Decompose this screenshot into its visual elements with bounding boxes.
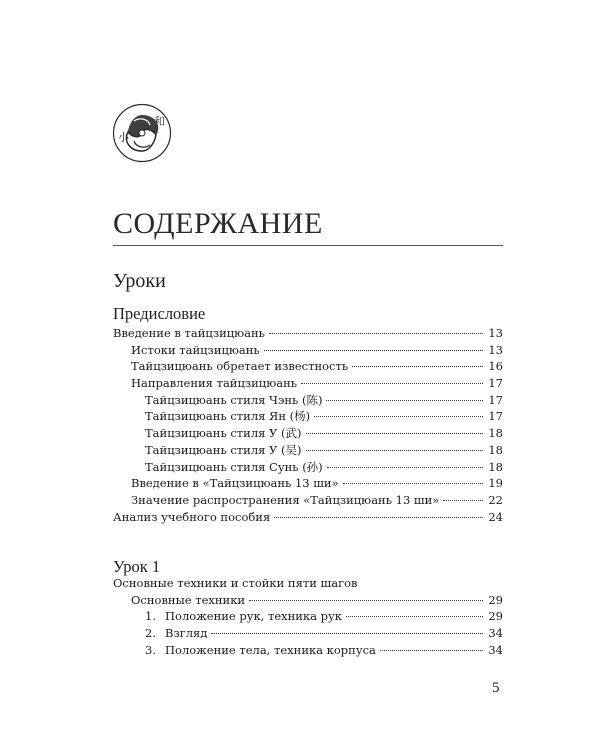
dot-leader [352, 366, 483, 367]
toc-entry[interactable] [113, 425, 503, 442]
toc-entry[interactable] [113, 325, 503, 342]
dot-leader [264, 350, 483, 351]
toc-entry-page: 34 [488, 642, 503, 657]
dot-leader [326, 400, 483, 401]
toc-entry-page: 29 [488, 592, 503, 607]
toc-entry[interactable] [113, 592, 503, 609]
toc-entry-page: 29 [488, 609, 503, 624]
toc-entry-page: 16 [488, 359, 503, 374]
toc-entry-label: Тайцзицюань стиля Чэнь (陈) [145, 392, 323, 407]
toc-entry[interactable] [113, 509, 503, 526]
dot-leader [306, 433, 484, 434]
preface-heading: Предисловие [113, 304, 206, 323]
toc-entry[interactable] [113, 625, 503, 642]
toc-entry-page: 17 [488, 392, 503, 407]
toc-entry-label: Положение рук, техника рук [165, 609, 342, 624]
title-divider [113, 245, 503, 246]
toc-entry-label: Значение распространения «Тайцзицюань 13 ши» [131, 492, 440, 507]
toc-entry-label: Положение тела, техника корпуса [165, 642, 376, 657]
toc-entry[interactable] [113, 375, 503, 392]
toc-entry-label: Истоки тайцзицюань [131, 342, 260, 357]
toc-entry-page: 19 [488, 476, 503, 491]
toc-entry-label: Анализ учебного пособия [113, 509, 271, 524]
dot-leader [443, 500, 483, 501]
toc-entry-page: 24 [488, 509, 503, 524]
dot-leader [314, 416, 483, 417]
dot-leader [269, 333, 483, 334]
toc-entry[interactable] [113, 408, 503, 425]
dot-leader [346, 616, 483, 617]
dot-leader [211, 633, 483, 634]
toc-entry-number: 2. [145, 626, 156, 641]
dot-leader [343, 483, 483, 484]
dot-leader [327, 467, 483, 468]
toc-entry[interactable] [113, 492, 503, 509]
toc-entry[interactable] [113, 459, 503, 476]
svg-text:小: 小 [118, 131, 129, 144]
toc-entry-label: Основные техники и стойки пяти шагов [113, 576, 358, 590]
toc-entry[interactable] [113, 392, 503, 409]
dot-leader [380, 650, 483, 651]
toc-entry-number: 1. [145, 609, 156, 624]
toc-entry-label: Введение в тайцзицюань [113, 326, 265, 340]
toc-entry-label: Тайцзицюань стиля У (武) [145, 426, 302, 441]
toc-entry[interactable] [113, 642, 503, 659]
page-title: СОДЕРЖАНИЕ [113, 207, 323, 240]
toc-entry[interactable] [113, 342, 503, 359]
toc-entry-label: Тайцзицюань стиля У (吴) [145, 442, 302, 457]
toc-entry[interactable] [113, 608, 503, 625]
toc-entry-page: 17 [488, 376, 503, 391]
dot-leader [306, 450, 484, 451]
lesson-1-toc-list [113, 575, 503, 658]
dot-leader [274, 517, 483, 518]
toc-entry-label: Тайцзицюань стиля Ян (杨) [145, 409, 311, 424]
toc-entry-page: 18 [488, 442, 503, 457]
toc-entry-label: Тайцзицюань стиля Сунь (孙) [145, 459, 323, 474]
toc-entry[interactable] [113, 358, 503, 375]
toc-entry-page: 18 [488, 459, 503, 474]
section-heading-lessons: Уроки [113, 270, 166, 292]
toc-entry[interactable] [113, 442, 503, 459]
toc-entry-label: Направления тайцзицюань [131, 376, 297, 391]
toc-subheading[interactable] [113, 575, 503, 592]
toc-entry-page: 22 [488, 492, 503, 507]
preface-toc-list [113, 325, 503, 525]
toc-entry-page: 17 [488, 409, 503, 424]
svg-text:和: 和 [154, 115, 165, 128]
dot-leader [301, 383, 483, 384]
page-number: 5 [492, 680, 500, 696]
toc-entry-page: 13 [488, 342, 503, 357]
toc-entry-number: 3. [145, 642, 156, 657]
toc-entry-page: 18 [488, 426, 503, 441]
toc-entry-label: Введение в «Тайцзицюань 13 ши» [131, 476, 339, 491]
toc-entry-label: Основные техники [131, 592, 246, 607]
dot-leader [249, 600, 483, 601]
toc-entry-label: Тайцзицюань обретает известность [131, 359, 349, 374]
lesson-1-heading: Урок 1 [113, 557, 161, 576]
toc-entry-page: 13 [488, 326, 503, 340]
toc-entry[interactable] [113, 475, 503, 492]
taiji-swirl-logo-icon [112, 103, 172, 163]
toc-entry-page: 34 [488, 626, 503, 641]
toc-entry-label: Взгляд [165, 626, 208, 641]
